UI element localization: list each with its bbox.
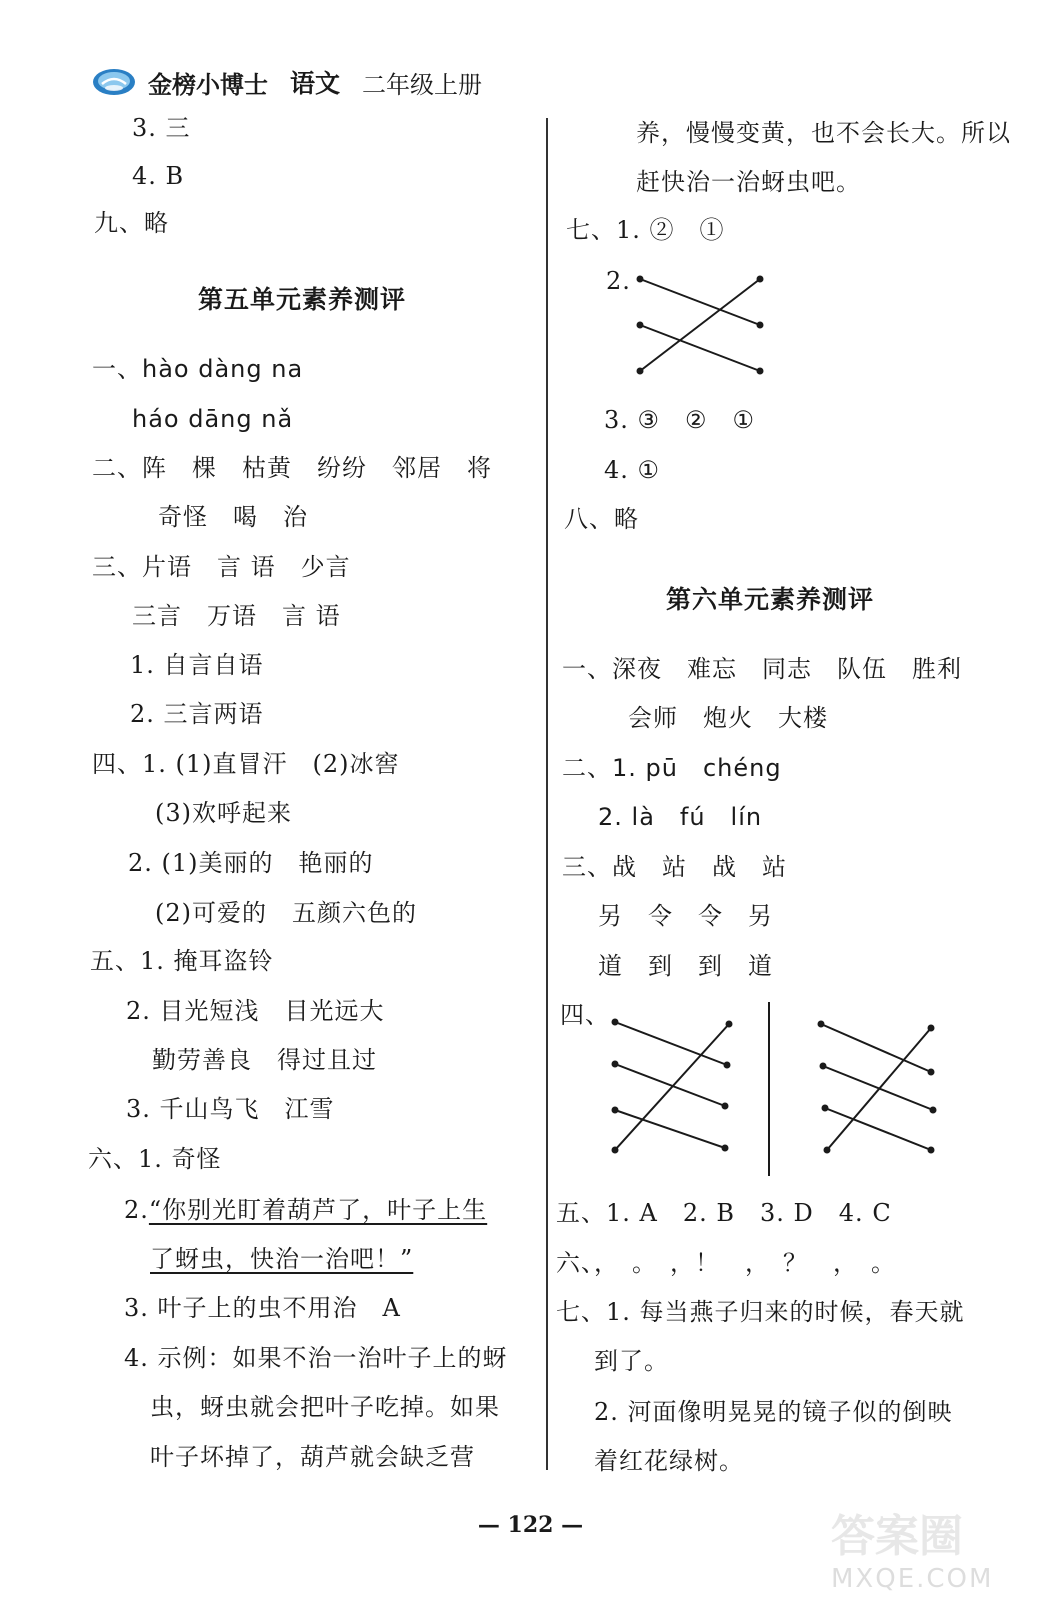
answer-line: 赶快治一治蚜虫吧。 (636, 168, 861, 196)
answer-line: 2. là fú lín (598, 803, 763, 831)
answer-line: 4. B (132, 162, 185, 190)
answer-line: 五、1. A 2. B 3. D 4. C (556, 1199, 892, 1227)
answer-line: 叶子坏掉了，葫芦就会缺乏营 (150, 1443, 475, 1471)
answer-line: 3. 叶子上的虫不用治 A (124, 1294, 401, 1322)
answer-line: 六、， 。 ，！ ， ？ ， 。 (556, 1249, 896, 1277)
answer-line: 2. (1)美丽的 艳丽的 (128, 849, 374, 877)
answer-line: 4. ① (604, 456, 661, 484)
watermark-logo-text: 答案圈 (831, 1511, 963, 1562)
answer-line: 一、hào dàng na (92, 355, 304, 383)
matching-lines-diagram-1 (630, 268, 770, 383)
answer-line: (2)可爱的 五颜六色的 (155, 899, 417, 927)
answer-line: 四、 (560, 1001, 610, 1029)
answer-line: 到了。 (594, 1347, 669, 1375)
answer-line: 七、1. 每当燕子归来的时候，春天就 (556, 1298, 965, 1326)
answer-line: 3. 千山鸟飞 江雪 (126, 1095, 335, 1123)
answer-line: 一、深夜 难忘 同志 队伍 胜利 (562, 655, 962, 683)
grade-title: 二年级上册 (362, 70, 483, 99)
answer-line: 2. 河面像明晃晃的镜子似的倒映 (594, 1398, 953, 1426)
answer-line: 3. ③ ② ① (604, 406, 756, 434)
answer-line: 虫，蚜虫就会把叶子吃掉。如果 (150, 1393, 500, 1421)
answer-line: 九、略 (94, 209, 169, 237)
answer-line: 六、1. 奇怪 (88, 1145, 222, 1173)
answer-line: 另 令 令 另 (598, 902, 773, 930)
answer-line: 三、战 站 战 站 (562, 853, 787, 881)
unit5-title: 第五单元素养测评 (198, 285, 407, 314)
answer-line: 2. 目光短浅 目光远大 (126, 997, 385, 1025)
answer-line (124, 1194, 487, 1226)
watermark (831, 1500, 1031, 1594)
answer-line: 四、1. (1)直冒汗 (2)冰窖 (92, 750, 400, 778)
series-title: 金榜小博士 (148, 70, 268, 99)
answer-line: 勤劳善良 得过且过 (152, 1046, 377, 1074)
subject-title: 语文 (290, 69, 341, 98)
underlined-quote: 了蚜虫，快治一治吧！” (150, 1245, 414, 1273)
answer-line: 4. 示例：如果不治一治叶子上的蚜 (124, 1344, 508, 1372)
book-logo-icon (92, 68, 136, 96)
answer-line: 道 到 到 道 (598, 952, 773, 980)
answer-line: 会师 炮火 大楼 (628, 704, 828, 732)
underlined-quote: “你别光盯着葫芦了，叶子上生 (148, 1196, 488, 1224)
answer-line: 奇怪 喝 治 (158, 503, 308, 531)
answer-line: 二、阵 棵 枯黄 纷纷 邻居 将 (92, 454, 492, 482)
answer-line: 着红花绿树。 (594, 1447, 744, 1475)
matching-lines-diagram-2 (605, 1000, 945, 1180)
answer-line: 三、片语 言 语 少言 (92, 553, 351, 581)
answer-line: 八、略 (564, 505, 639, 533)
answer-line: 2. 三言两语 (130, 700, 264, 728)
item-number: 2. (124, 1196, 149, 1224)
answer-line: 2. (606, 267, 631, 295)
unit6-title: 第六单元素养测评 (666, 585, 875, 614)
answer-line: 三言 万语 言 语 (132, 602, 341, 630)
answer-line: 养，慢慢变黄，也不会长大。所以 (636, 119, 1011, 147)
page-number: — 122 — (477, 1512, 584, 1538)
answer-line: 七、1. ② ① (566, 216, 725, 244)
answer-line: 二、1. pū chéng (562, 754, 782, 782)
answer-line: 1. 自言自语 (130, 651, 264, 679)
answer-line: 五、1. 掩耳盗铃 (90, 947, 274, 975)
answer-line: 3. 三 (132, 114, 191, 142)
answer-line: háo dāng nǎ (132, 405, 294, 433)
page-header (92, 64, 482, 100)
column-divider (546, 118, 548, 1470)
watermark-site: MXQE.COM (831, 1564, 994, 1594)
answer-line: (3)欢呼起来 (155, 799, 292, 827)
